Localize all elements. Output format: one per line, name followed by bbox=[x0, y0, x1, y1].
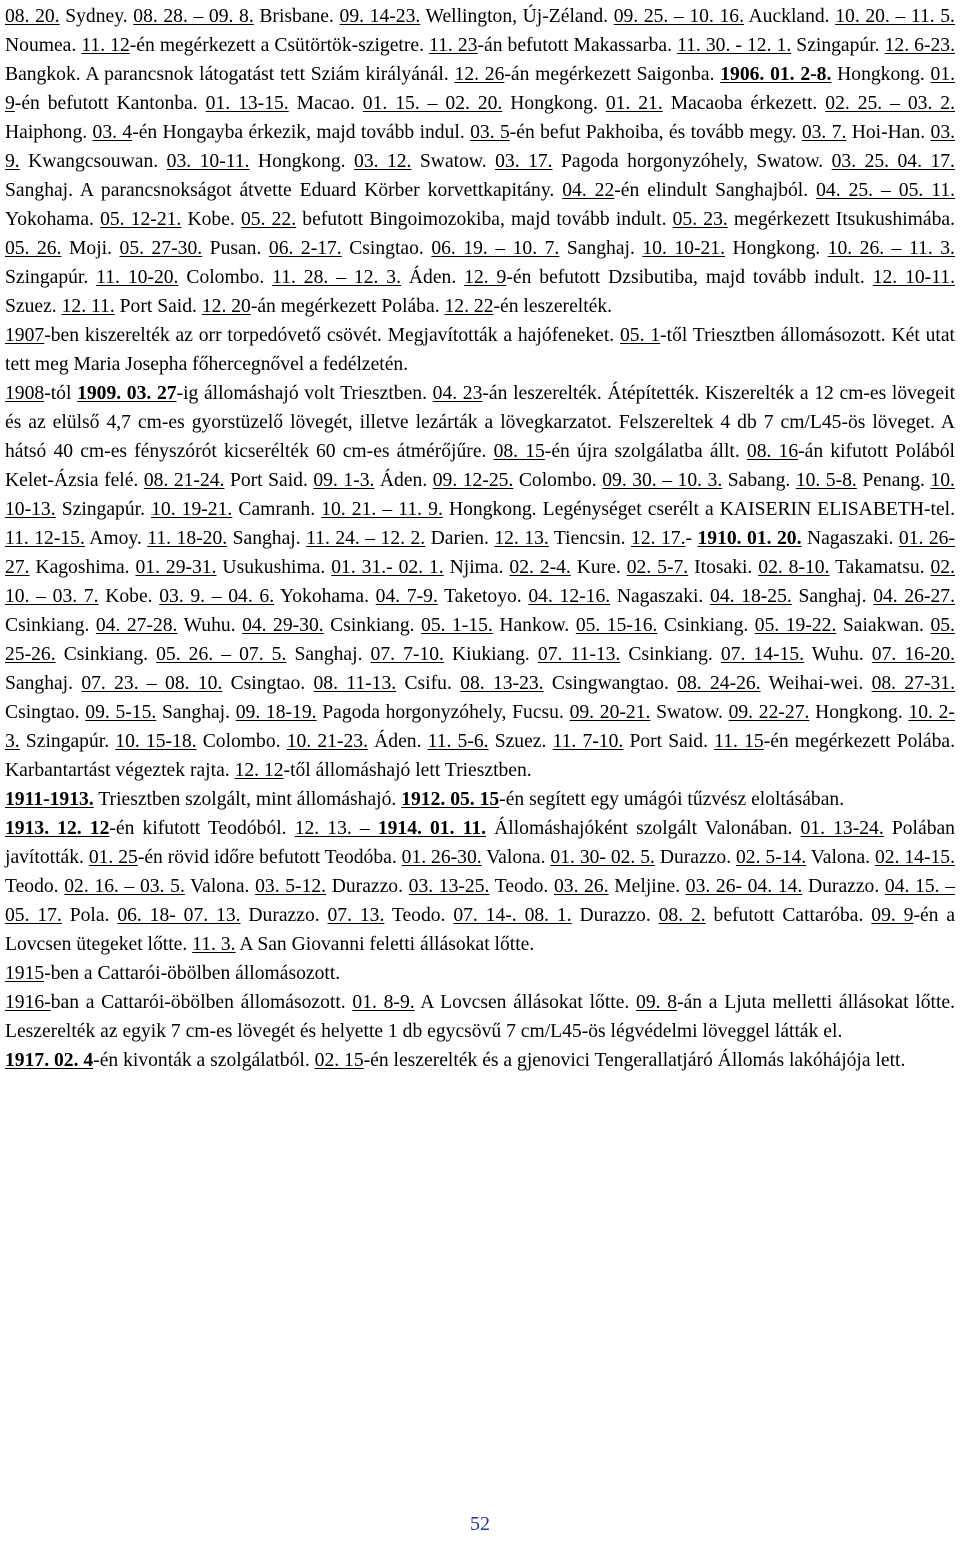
text-run: -ig állomáshajó volt Triesztben. bbox=[176, 383, 433, 404]
date-reference: 09. 14-23. bbox=[339, 6, 421, 27]
text-run: Tiencsin. bbox=[548, 528, 632, 549]
date-reference: 03. 10-11. bbox=[166, 151, 250, 172]
text-run: -én a Lovcsen ütegeket lőtte. bbox=[5, 905, 956, 955]
text-run: -től állomáshajó lett Triesztben. bbox=[283, 760, 532, 781]
text-run: -től Triesztben állomásozott. Két utat tett meg Maria Josepha főhercegnővel a fedélzetén. bbox=[5, 325, 955, 375]
date-reference: 1912. 05. 15 bbox=[401, 789, 500, 810]
date-reference: 03. 9. – 04. 6. bbox=[159, 586, 275, 607]
date-reference: 03. 5 bbox=[470, 122, 510, 143]
text-run: Saiakwan. bbox=[836, 615, 931, 636]
text-run: Swatow. bbox=[650, 702, 729, 723]
date-reference: 09. 9 bbox=[871, 905, 914, 926]
date-reference: 08. 27-31. bbox=[871, 673, 955, 694]
date-reference: 05. 19-22. bbox=[754, 615, 837, 636]
text-run: Nagaszaki. bbox=[801, 528, 899, 549]
text-run: Csinkiang. bbox=[323, 615, 422, 636]
text-run: Valona. bbox=[806, 847, 875, 868]
date-reference: 06. 18- 07. 13. bbox=[117, 905, 241, 926]
text-run: Noumea. bbox=[5, 35, 82, 56]
date-reference: 07. 11-13. bbox=[537, 644, 621, 665]
date-reference: 10. 10-21. bbox=[642, 238, 725, 259]
text-run: -án kifutott Polából Kelet-Ázsia felé. bbox=[5, 441, 956, 491]
date-reference: 01. 9 bbox=[5, 64, 956, 114]
paragraph bbox=[5, 814, 955, 959]
date-reference: 01. 13-15. bbox=[205, 93, 289, 114]
paragraph bbox=[5, 988, 955, 1046]
text-run: Szingapúr. bbox=[55, 499, 152, 520]
text-run: Szingapúr. bbox=[19, 731, 116, 752]
date-reference: 03. 25. 04. 17. bbox=[831, 151, 955, 172]
text-run: Yokohama. bbox=[274, 586, 376, 607]
paragraph bbox=[5, 959, 955, 988]
date-reference: 03. 26. bbox=[553, 876, 609, 897]
text-run: Meljine. bbox=[608, 876, 686, 897]
text-run: -én megérkezett Polába. Karbantartást végeztek rajta. bbox=[5, 731, 955, 781]
date-reference: 08. 16 bbox=[746, 441, 799, 462]
date-reference: 05. 27-30. bbox=[119, 238, 203, 259]
date-reference: 09. 8 bbox=[636, 992, 678, 1013]
date-reference: 03. 9. bbox=[5, 122, 956, 172]
date-reference: 02. 8-10. bbox=[758, 557, 830, 578]
date-reference: 01. 26-27. bbox=[5, 528, 955, 578]
date-reference: 04. 18-25. bbox=[710, 586, 792, 607]
date-reference: 05. 22. bbox=[240, 209, 297, 230]
text-run: Bangkok. A parancsnok látogatást tett Sziám királyánál. bbox=[5, 64, 455, 85]
text-run: Durazzo. bbox=[571, 905, 659, 926]
date-reference: 08. 21-24. bbox=[143, 470, 225, 491]
text-run: Pola. bbox=[61, 905, 118, 926]
paragraph bbox=[5, 379, 955, 785]
text-run: -én rövid időre befutott Teodóba. bbox=[137, 847, 402, 868]
date-reference: 09. 25. – 10. 16. bbox=[613, 6, 744, 27]
date-reference: 04. 26-27. bbox=[873, 586, 955, 607]
text-run: Colombo. bbox=[178, 267, 273, 288]
date-reference: 1917. 02. 4 bbox=[5, 1050, 94, 1071]
text-run: -én leszerelték és a gjenovici Tengerallatjáró Állomás lakóhájója lett. bbox=[363, 1050, 906, 1071]
date-reference: 09. 1-3. bbox=[313, 470, 375, 491]
text-run: Csingtao. bbox=[341, 238, 432, 259]
text-run: Sydney. bbox=[59, 6, 134, 27]
date-reference: 04. 25. – 05. 11. bbox=[816, 180, 956, 201]
date-reference: 05. 1 bbox=[620, 325, 661, 346]
date-reference: 1916- bbox=[5, 992, 51, 1013]
text-run: Csifu. bbox=[396, 673, 461, 694]
text-run: Sanghaj. bbox=[791, 586, 874, 607]
text-run: Colombo. bbox=[513, 470, 603, 491]
date-reference: 01. 25 bbox=[88, 847, 138, 868]
date-reference: 08. 24-26. bbox=[677, 673, 761, 694]
text-run: Sanghaj. bbox=[5, 673, 82, 694]
text-run: Áden. bbox=[367, 731, 428, 752]
text-run: Szingapúr. bbox=[5, 267, 97, 288]
text-run: Moji. bbox=[61, 238, 120, 259]
text-run: Csinkiang. bbox=[657, 615, 755, 636]
date-reference: 10. 26. – 11. 3. bbox=[827, 238, 955, 259]
date-reference: 08. 28. – 09. 8. bbox=[133, 6, 254, 27]
date-reference: 04. 27-28. bbox=[95, 615, 178, 636]
date-reference: 11. 15 bbox=[714, 731, 764, 752]
text-run: Csingtao. bbox=[5, 702, 86, 723]
text-run: -án befutott Makassarba. bbox=[477, 35, 678, 56]
text-run: Wuhu. bbox=[177, 615, 243, 636]
text-run: Durazzo. bbox=[240, 905, 328, 926]
date-reference: 04. 29-30. bbox=[242, 615, 324, 636]
text-run: -án megérkezett Saigonba. bbox=[504, 64, 721, 85]
date-reference: 08. 2. bbox=[658, 905, 706, 926]
paragraph bbox=[5, 1046, 955, 1075]
date-reference: 07. 7-10. bbox=[370, 644, 444, 665]
date-reference: 02. 16. – 03. 5. bbox=[64, 876, 185, 897]
text-run: Durazzo. bbox=[802, 876, 885, 897]
text-run: -én kivonták a szolgálatból. bbox=[93, 1050, 315, 1071]
date-reference: 03. 7. bbox=[801, 122, 847, 143]
text-run: Valona. bbox=[481, 847, 551, 868]
text-run: Pagoda horgonyzóhely, Fucsu. bbox=[316, 702, 570, 723]
text-run: Teodo. bbox=[489, 876, 554, 897]
date-reference: 07. 16-20. bbox=[871, 644, 955, 665]
text-run: Állomáshajóként szolgált Valonában. bbox=[486, 818, 801, 839]
text-run: Sanghaj. bbox=[559, 238, 643, 259]
date-reference: 04. 7-9. bbox=[375, 586, 438, 607]
date-reference: 11. 18-20. bbox=[147, 528, 228, 549]
page-number: 52 bbox=[470, 1513, 490, 1535]
text-run: Hoi-Han. bbox=[846, 122, 931, 143]
text-run: Csinkiang. bbox=[55, 644, 157, 665]
text-run: Sanghaj. A parancsnokságot átvette Eduard Körber korvettkapitány. bbox=[5, 180, 563, 201]
text-run: Kagoshima. bbox=[29, 557, 136, 578]
text-run: Haiphong. bbox=[5, 122, 93, 143]
date-reference: 05. 12-21. bbox=[100, 209, 182, 230]
text-run: Hongkong. bbox=[831, 64, 931, 85]
date-reference: 07. 13. bbox=[327, 905, 385, 926]
text-run: A Lovcsen állásokat lőtte. bbox=[414, 992, 637, 1013]
date-reference: 12. 13. bbox=[494, 528, 549, 549]
text-run: Durazzo. bbox=[326, 876, 409, 897]
text-run: befutott Bingoimozokiba, majd tovább indult. bbox=[296, 209, 673, 230]
text-run: Camranh. bbox=[232, 499, 322, 520]
text-run: -én Hongayba érkezik, majd tovább indul. bbox=[132, 122, 471, 143]
date-reference: 03. 12. bbox=[354, 151, 412, 172]
date-reference: 09. 12-25. bbox=[432, 470, 514, 491]
text-run: Weihai-wei. bbox=[760, 673, 872, 694]
paragraph bbox=[5, 785, 955, 814]
text-run: Wellington, Új-Zéland. bbox=[420, 6, 614, 27]
date-reference: 01. 8-9. bbox=[352, 992, 415, 1013]
date-reference: 10. 15-18. bbox=[115, 731, 197, 752]
date-reference: 03. 26- 04. 14. bbox=[685, 876, 803, 897]
date-reference: 02. 2-4. bbox=[509, 557, 571, 578]
date-reference: 09. 20-21. bbox=[569, 702, 651, 723]
text-run: A San Giovanni feletti állásokat lőtte. bbox=[235, 934, 535, 955]
text-run: Penang. bbox=[856, 470, 931, 491]
date-reference: 1915 bbox=[5, 963, 45, 984]
body-text bbox=[5, 2, 955, 1075]
date-reference: 09. 18-19. bbox=[235, 702, 317, 723]
text-run: -ben kiszerelték az orr torpedóvető csövét. Megjavították a hajófeneket. bbox=[44, 325, 620, 346]
date-reference: 12. 17. bbox=[631, 528, 686, 549]
date-reference: 11. 12 bbox=[81, 35, 130, 56]
date-reference: 02. 5-14. bbox=[736, 847, 807, 868]
text-run: Hongkong. bbox=[725, 238, 828, 259]
text-run: Wuhu. bbox=[804, 644, 872, 665]
date-reference: 02. 15 bbox=[314, 1050, 364, 1071]
text-run: ban a Cattarói-öbölben állomásozott. bbox=[50, 992, 353, 1013]
text-run: Sanghaj. bbox=[286, 644, 371, 665]
date-reference: 04. 23 bbox=[432, 383, 483, 404]
date-reference: 1908 bbox=[5, 383, 45, 404]
text-run: -án leszerelték. Átépítették. Kiszerelték a 12 cm-es lövegeit és az elülső 4,7 cm-es gyorstüzelő lövegét, illetve lezárták a lövegkarzatot. Felszereltek 4 db 7 cm/L45-ös löveget. A hátsó 40 cm-es fényszórót kicserélték 60 cm-es átmérőjűre. bbox=[5, 383, 956, 462]
date-reference: 1906. 01. 2-8. bbox=[720, 64, 832, 85]
text-run: Sabang. bbox=[722, 470, 796, 491]
text-run: megérkezett Itsukushimába. bbox=[727, 209, 955, 230]
date-reference: 11. 24. – 12. 2. bbox=[306, 528, 426, 549]
text-run: Taketoyo. bbox=[437, 586, 529, 607]
date-reference: 02. 25. – 03. 2. bbox=[825, 93, 955, 114]
date-reference: 08. 15 bbox=[493, 441, 545, 462]
text-run: Teodo. bbox=[5, 876, 65, 897]
date-reference: 01. 29-31. bbox=[135, 557, 217, 578]
text-run: Amoy. bbox=[84, 528, 148, 549]
text-run: Kobe. bbox=[181, 209, 241, 230]
text-run: Triesztben szolgált, mint állomáshajó. bbox=[93, 789, 402, 810]
date-reference: 04. 12-16. bbox=[528, 586, 611, 607]
date-reference: 07. 14-15. bbox=[720, 644, 805, 665]
text-run: Sanghaj. bbox=[156, 702, 236, 723]
date-reference: 12. 9 bbox=[464, 267, 507, 288]
date-reference: 01. 30- 02. 5. bbox=[550, 847, 655, 868]
date-reference: 05. 25-26. bbox=[5, 615, 955, 665]
date-reference: 12. 20 bbox=[201, 296, 251, 317]
text-run: -én befutott Kantonba. bbox=[14, 93, 206, 114]
date-reference: 12. 6-23. bbox=[884, 35, 955, 56]
date-reference: 11. 3. bbox=[192, 934, 236, 955]
text-run: Macaoba érkezett. bbox=[662, 93, 826, 114]
date-reference: 04. 22 bbox=[562, 180, 615, 201]
text-run: Valona. bbox=[184, 876, 256, 897]
text-run: Darien. bbox=[425, 528, 495, 549]
text-run: Port Said. bbox=[114, 296, 202, 317]
date-reference: 12. 22 bbox=[444, 296, 494, 317]
text-run: Hankow. bbox=[492, 615, 576, 636]
text-run: Usukushima. bbox=[216, 557, 332, 578]
text-run: Takamatsu. bbox=[829, 557, 931, 578]
date-reference: 05. 1-15. bbox=[421, 615, 493, 636]
paragraph bbox=[5, 321, 955, 379]
date-reference: 01. 26-30. bbox=[401, 847, 482, 868]
date-reference: 08. 20. bbox=[5, 6, 60, 27]
text-run: -én megérkezett a Csütörtök-szigetre. bbox=[129, 35, 430, 56]
date-reference: 02. 10. – 03. 7. bbox=[5, 557, 955, 607]
text-run: Pagoda horgonyzóhely, Swatow. bbox=[552, 151, 832, 172]
date-reference: 06. 19. – 10. 7. bbox=[431, 238, 560, 259]
text-run: Macao. bbox=[288, 93, 363, 114]
date-reference: 1909. 03. 27 bbox=[77, 383, 177, 404]
text-run: Csingtao. bbox=[222, 673, 314, 694]
date-reference: 10. 19-21. bbox=[151, 499, 233, 520]
text-run: -ben a Cattarói-öbölben állomásozott. bbox=[44, 963, 341, 984]
date-reference: 03. 5-12. bbox=[255, 876, 327, 897]
date-reference: 10. 5-8. bbox=[795, 470, 857, 491]
date-reference: 01. 13-24. bbox=[800, 818, 884, 839]
text-run: Kwangcsouwan. bbox=[19, 151, 167, 172]
date-reference: 12. 26 bbox=[454, 64, 505, 85]
date-reference: 10. 21-23. bbox=[286, 731, 368, 752]
text-run: Hongkong. bbox=[249, 151, 355, 172]
text-run: Port Said. bbox=[623, 731, 715, 752]
date-reference: 01. 15. – 02. 20. bbox=[362, 93, 503, 114]
date-reference: 11. 23 bbox=[429, 35, 478, 56]
date-reference: 04. 15. – 05. 17. bbox=[5, 876, 955, 926]
date-reference: 11. 30. - 12. 1. bbox=[677, 35, 792, 56]
text-run: -én befut Pakhoiba, és tovább megy. bbox=[509, 122, 802, 143]
date-reference: 09. 30. – 10. 3. bbox=[602, 470, 723, 491]
date-reference: 01. 21. bbox=[605, 93, 663, 114]
text-run: Szuez. bbox=[488, 731, 553, 752]
date-reference: 07. 14-. 08. 1. bbox=[453, 905, 572, 926]
text-run: Csinkiang. bbox=[620, 644, 721, 665]
text-run: Szuez. bbox=[5, 296, 62, 317]
date-reference: 09. 22-27. bbox=[728, 702, 810, 723]
text-run: Szingapúr. bbox=[791, 35, 885, 56]
text-run: Durazzo. bbox=[654, 847, 736, 868]
text-run: -tól bbox=[44, 383, 78, 404]
text-run: Nagaszaki. bbox=[610, 586, 711, 607]
text-run: -én befutott Dzsibutiba, majd tovább indult. bbox=[506, 267, 873, 288]
text-run: Njima. bbox=[443, 557, 510, 578]
date-reference: 05. 26. bbox=[5, 238, 62, 259]
text-run: Pusan. bbox=[202, 238, 269, 259]
date-reference: 05. 26. – 07. 5. bbox=[156, 644, 287, 665]
date-reference: 01. 31.- 02. 1. bbox=[331, 557, 444, 578]
date-reference: 11. 12-15. bbox=[5, 528, 85, 549]
text-run: Swatow. bbox=[411, 151, 496, 172]
text-run: - bbox=[685, 528, 698, 549]
text-run: Hongkong. bbox=[809, 702, 909, 723]
text-run: -én újra szolgálatba állt. bbox=[544, 441, 747, 462]
text-run: Csingwangtao. bbox=[543, 673, 678, 694]
date-reference: 1910. 01. 20. bbox=[697, 528, 802, 549]
text-run: Brisbane. bbox=[253, 6, 340, 27]
date-reference: 11. 5-6. bbox=[427, 731, 489, 752]
text-run: Yokohama. bbox=[5, 209, 101, 230]
date-reference: 09. 5-15. bbox=[85, 702, 157, 723]
date-reference: 08. 11-13. bbox=[313, 673, 397, 694]
date-reference: 03. 4 bbox=[92, 122, 133, 143]
text-run: Hongkong. bbox=[502, 93, 606, 114]
text-run: Colombo. bbox=[196, 731, 287, 752]
text-run: Port Said. bbox=[224, 470, 314, 491]
date-reference: 08. 13-23. bbox=[460, 673, 544, 694]
date-reference: 11. 7-10. bbox=[552, 731, 624, 752]
date-reference: 03. 17. bbox=[495, 151, 553, 172]
text-run: befutott Cattaróba. bbox=[705, 905, 872, 926]
text-run: Kobe. bbox=[98, 586, 160, 607]
date-reference: 10. 20. – 11. 5. bbox=[835, 6, 955, 27]
date-reference: 1907 bbox=[5, 325, 45, 346]
date-reference: 10. 2-3. bbox=[5, 702, 955, 752]
text-run: -én leszerelték. bbox=[493, 296, 613, 317]
date-reference: 12. 10-11. bbox=[872, 267, 955, 288]
date-reference: 11. 10-20. bbox=[96, 267, 179, 288]
date-reference: 02. 14-15. bbox=[874, 847, 955, 868]
date-reference: 07. 23. – 08. 10. bbox=[81, 673, 223, 694]
text-run: -án megérkezett Polába. bbox=[250, 296, 445, 317]
text-run: Auckland. bbox=[743, 6, 836, 27]
date-reference: 10. 10-13. bbox=[5, 470, 955, 520]
date-reference: 12. 12 bbox=[234, 760, 284, 781]
text-run: Hongkong. Legénységet cserélt a KAISERIN ELISABETH-tel. bbox=[442, 499, 955, 520]
text-run: Csinkiang. bbox=[5, 615, 96, 636]
text-run: -én segített egy umágói tűzvész eloltásában. bbox=[499, 789, 845, 810]
date-reference: 1914. 01. 11. bbox=[377, 818, 487, 839]
text-run: Teodo. bbox=[384, 905, 454, 926]
date-reference: 12. 11. bbox=[61, 296, 115, 317]
paragraph bbox=[5, 2, 955, 321]
date-reference: 10. 21. – 11. 9. bbox=[321, 499, 443, 520]
text-run: Sanghaj. bbox=[227, 528, 307, 549]
text-run: Polában javították. bbox=[5, 818, 955, 868]
text-run: Áden. bbox=[401, 267, 465, 288]
text-run: Kure. bbox=[570, 557, 627, 578]
date-reference: 05. 23. bbox=[672, 209, 728, 230]
date-reference: 11. 28. – 12. 3. bbox=[272, 267, 401, 288]
date-reference: 03. 13-25. bbox=[408, 876, 490, 897]
date-reference: 1913. 12. 12 bbox=[5, 818, 110, 839]
date-reference: 12. 13. – bbox=[294, 818, 378, 839]
date-reference: 1911-1913. bbox=[5, 789, 94, 810]
text-run: Kiukiang. bbox=[443, 644, 538, 665]
text-run: -én elindult Sanghajból. bbox=[614, 180, 817, 201]
text-run: Itosaki. bbox=[688, 557, 759, 578]
date-reference: 02. 5-7. bbox=[626, 557, 689, 578]
date-reference: 05. 15-16. bbox=[575, 615, 658, 636]
date-reference: 06. 2-17. bbox=[268, 238, 342, 259]
text-run: Áden. bbox=[374, 470, 433, 491]
text-run: -án a Ljuta melletti állásokat lőtte. Leszerelték az egyik 7 cm-es lövegét és helyette 1 db egycsövű 7 cm/L45-ös légvédelmi löveggel látták el. bbox=[5, 992, 955, 1042]
text-run: -én kifutott Teodóból. bbox=[109, 818, 295, 839]
